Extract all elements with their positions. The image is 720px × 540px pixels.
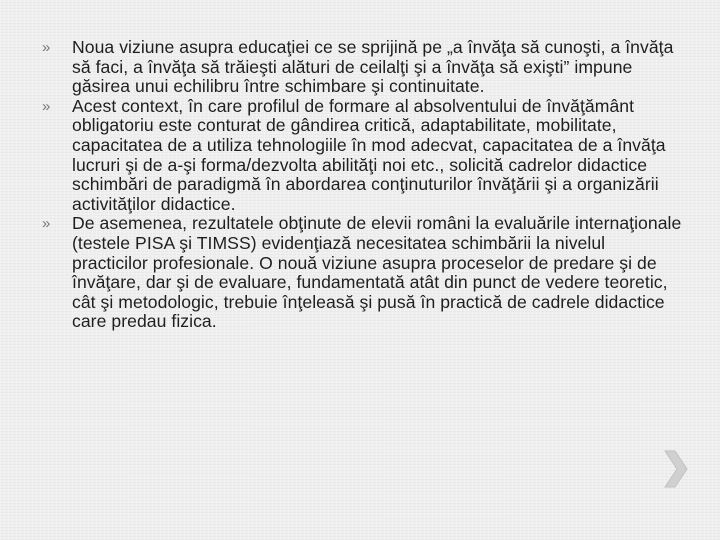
chevron-right-icon-graphic xyxy=(661,449,689,489)
bullet-item xyxy=(42,97,682,215)
bullet-marker: » xyxy=(42,215,51,233)
bullet-list xyxy=(42,38,682,332)
bullet-marker: » xyxy=(42,97,51,115)
bullet-text: De asemenea, rezultatele obţinute de elevii români la evaluările internaţionale (testele PISA şi TIMSS) evidenţiază necesitatea schimbării la nivelul practicilor profesionale. O nouă viziune asupra proceselor de predare şi de învăţare, dar şi de evaluare, fundamentată atât din punct de vedere teoretic, cât şi metodologic, trebuie înţeleasă şi pusă în practică de cadrele didactice care predau fizica. xyxy=(72,213,682,332)
bullet-marker: » xyxy=(42,39,51,56)
bullet-item xyxy=(42,214,682,332)
bullet-item xyxy=(42,38,682,97)
bullet-text: Acest context, în care profilul de formare al absolventului de învăţământ obligatoriu este conturat de gândirea critică, adaptabilitate, mobilitate, capacitatea de a utiliza tehnologiile în mod adecvat, capacitatea de a învăţa lucruri şi de a-şi forma/dezvolta abilităţi noi etc., solicită cadrelor didactice schimbări de paradigmă în abordarea conţinuturilor învăţării şi a organizării activităţilor didactice. xyxy=(72,95,666,214)
chevron-right-icon[interactable] xyxy=(661,449,689,489)
bullet-text: Noua viziune asupra educaţiei ce se sprijină pe „a învăţa să cunoşti, a învăţa să faci, a învăţa să trăieşti alături de ceilalţi şi a învăţa să exişti” impune găsirea unui echilibru între schimbare şi continuitate. xyxy=(72,37,674,97)
